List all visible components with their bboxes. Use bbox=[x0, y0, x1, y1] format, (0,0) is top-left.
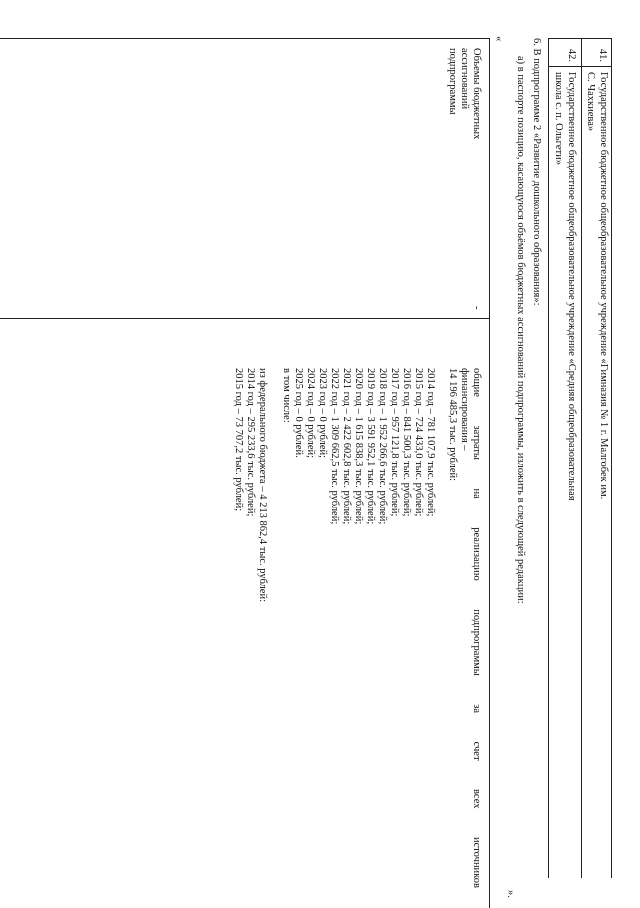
school-name-line2: школа с. п. Ольгети» bbox=[553, 72, 564, 165]
year-line: 2024 год – 0 рублей; bbox=[305, 368, 316, 459]
intro-word: затраты bbox=[471, 425, 482, 460]
intro-word: реализацию bbox=[471, 527, 482, 581]
finance-total: 14 196 485,3 тыс. рублей: bbox=[447, 368, 458, 482]
intro-word: подпрограммы bbox=[471, 609, 482, 676]
federal-year-line: 2014 год – 295 233,6 тыс. рублей; bbox=[245, 368, 256, 517]
year-line: 2021 год – 2 422 602,8 тыс. рублей; bbox=[341, 368, 352, 525]
year-line: 2014 год – 781 107,9 тыс. рублей; bbox=[425, 368, 436, 517]
year-line: 2020 год – 1 615 838,3 тыс. рублей; bbox=[353, 368, 364, 525]
table-row bbox=[581, 38, 612, 878]
intro-word: счет bbox=[471, 741, 482, 761]
budget-table-column-divider bbox=[0, 318, 490, 319]
year-line: 2019 год – 3 591 952,1 тыс. рублей; bbox=[365, 368, 376, 525]
paragraph-a: а) в паспорте позицию, касающуюся объёмов бюджетных ассигнований подпрограммы, изложить в следующей редакции: bbox=[515, 56, 526, 604]
finance-intro-line2: финансирования – bbox=[459, 368, 470, 451]
year-line: 2017 год – 957 121,8 тыс. рублей; bbox=[389, 368, 400, 517]
budget-label bbox=[446, 48, 482, 298]
closing-quote: ». bbox=[505, 890, 516, 898]
paragraph-6: 6. В подпрограмме 2 «Развитие дошкольного образования»: bbox=[531, 38, 542, 306]
budget-table-left-border bbox=[0, 38, 490, 39]
label-line: ассигнований bbox=[459, 48, 470, 110]
opening-quote: « bbox=[493, 36, 504, 42]
finance-details bbox=[232, 368, 482, 888]
year-line: 2018 год – 1 952 266,6 тыс. рублей; bbox=[377, 368, 388, 525]
column-divider bbox=[582, 66, 612, 67]
school-name-line2: С. Чахкиева» bbox=[585, 72, 596, 132]
school-name-line1: Государственное бюджетное общеобразовательное учреждение «Средняя общеобразовательная bbox=[566, 72, 577, 501]
intro-word: на bbox=[471, 488, 482, 499]
budget-table-top-border bbox=[489, 38, 490, 908]
finance-intro-line1 bbox=[470, 368, 482, 888]
year-line: 2022 год – 1 309 662,5 тыс. рублей; bbox=[329, 368, 340, 525]
federal-total: из федерального бюджета – 4 213 862,4 тыс. рублей: bbox=[257, 368, 268, 602]
intro-word: за bbox=[471, 704, 482, 714]
including-label: в том числе: bbox=[281, 368, 292, 423]
dash: - bbox=[471, 306, 482, 310]
year-line: 2015 год – 724 433,0 тыс. рублей; bbox=[413, 368, 424, 517]
intro-word: общие bbox=[471, 368, 482, 397]
intro-word: источников bbox=[471, 836, 482, 888]
school-name-line1: Государственное бюджетное общеобразовательное учреждение «Гимназия № 1 г. Малгобек им. bbox=[598, 72, 609, 500]
year-line: 2023 год – 0 рублей; bbox=[317, 368, 328, 459]
label-line: Объемы бюджетных bbox=[471, 48, 482, 140]
column-divider bbox=[549, 66, 581, 67]
federal-year-line: 2015 год – 73 707,2 тыс. рублей; bbox=[233, 368, 244, 512]
row-number: 41. bbox=[597, 48, 608, 62]
year-line: 2025 год – 0 рублей. bbox=[293, 368, 304, 458]
table-row bbox=[548, 38, 581, 878]
intro-word: всех bbox=[471, 789, 482, 809]
year-line: 2016 год – 841 500,3 тыс. рублей; bbox=[401, 368, 412, 517]
label-line: подпрограммы bbox=[447, 48, 458, 115]
row-number: 42. bbox=[566, 48, 577, 62]
